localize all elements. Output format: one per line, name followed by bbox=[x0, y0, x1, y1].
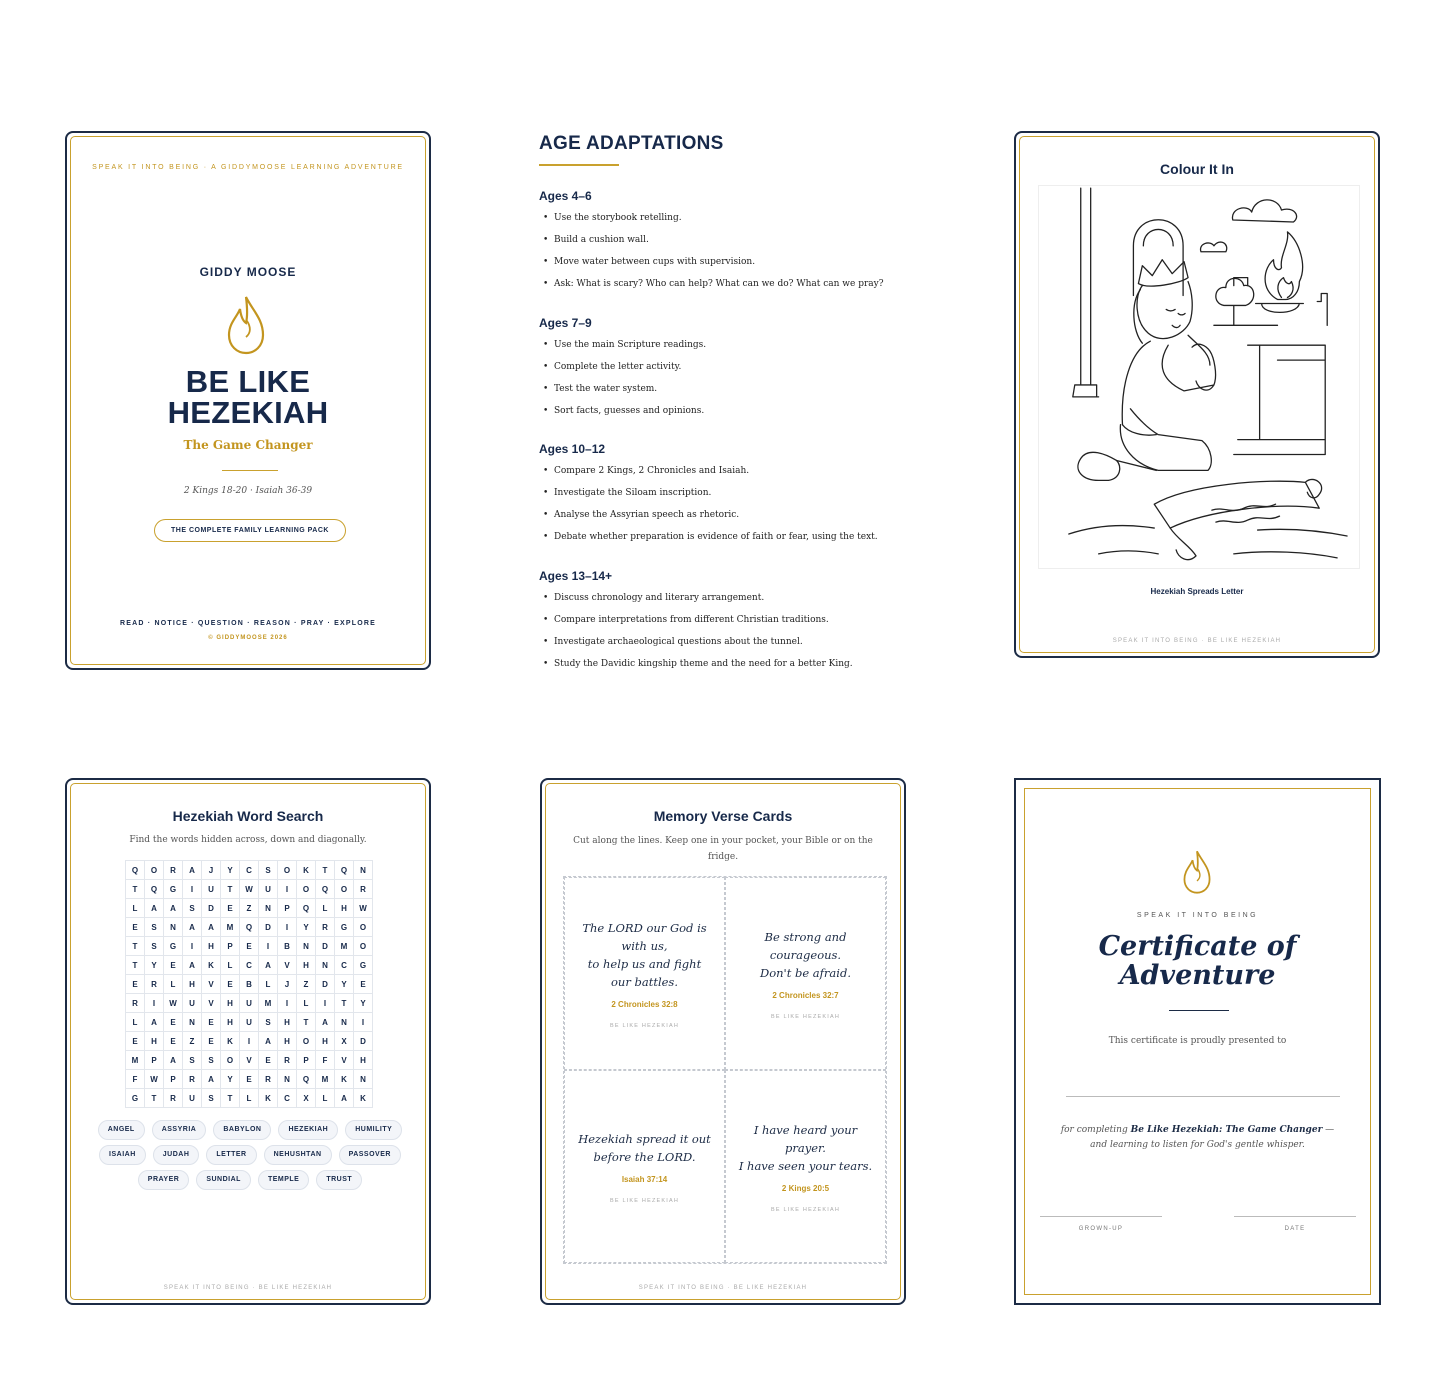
grid-letter: O bbox=[354, 918, 373, 937]
grid-letter: L bbox=[126, 899, 145, 918]
grid-letter: Y bbox=[354, 994, 373, 1013]
word-chip: JUDAH bbox=[153, 1145, 200, 1165]
list-item: • Debate whether preparation is evidence of faith or fear, using the text. bbox=[539, 530, 939, 552]
grid-letter: U bbox=[259, 880, 278, 899]
grid-letter: Q bbox=[126, 861, 145, 880]
grid-letter: W bbox=[354, 899, 373, 918]
certificate-title-line2: Adventure bbox=[1119, 960, 1276, 991]
age-group-title: Ages 10–12 bbox=[539, 442, 606, 456]
grid-letter: B bbox=[240, 975, 259, 994]
grid-letter: A bbox=[259, 1032, 278, 1051]
date-signature-line bbox=[1234, 1216, 1356, 1217]
grid-row bbox=[126, 861, 373, 880]
grid-letter: L bbox=[240, 1089, 259, 1108]
age-group bbox=[539, 569, 939, 679]
verse-card-tag: BE LIKE HEZEKIAH bbox=[609, 1022, 680, 1029]
list-item: • Analyse the Assyrian speech as rhetoric. bbox=[539, 508, 939, 530]
grid-letter: C bbox=[335, 956, 354, 975]
grid-letter: H bbox=[335, 899, 354, 918]
grid-letter: T bbox=[221, 880, 240, 899]
grid-letter: E bbox=[164, 1013, 183, 1032]
grid-letter: X bbox=[335, 1032, 354, 1051]
grid-letter: Y bbox=[221, 861, 240, 880]
grid-letter: R bbox=[145, 975, 164, 994]
word-chip: PASSOVER bbox=[339, 1145, 401, 1165]
word-chip: HUMILITY bbox=[345, 1120, 402, 1140]
grid-row bbox=[126, 956, 373, 975]
grid-letter: P bbox=[221, 937, 240, 956]
grid-letter: Y bbox=[297, 918, 316, 937]
flame-logo-icon bbox=[223, 293, 269, 357]
verse-card bbox=[725, 877, 886, 1070]
grid-letter: M bbox=[259, 994, 278, 1013]
word-search-title: Hezekiah Word Search bbox=[172, 808, 324, 824]
list-item: • Ask: What is scary? Who can help? What can we do? What can we pray? bbox=[539, 277, 939, 299]
grid-letter: W bbox=[240, 880, 259, 899]
grid-letter: A bbox=[259, 956, 278, 975]
grid-letter: S bbox=[183, 899, 202, 918]
age-group-title: Ages 7–9 bbox=[539, 316, 592, 330]
grid-letter: T bbox=[126, 880, 145, 899]
grid-letter: X bbox=[297, 1089, 316, 1108]
grid-row bbox=[126, 1013, 373, 1032]
grid-letter: Q bbox=[316, 880, 335, 899]
grid-letter: I bbox=[354, 1013, 373, 1032]
grid-letter: M bbox=[221, 918, 240, 937]
verse-text: The LORD our God is with us, to help us and fight our battles. bbox=[582, 920, 707, 989]
grid-letter: D bbox=[259, 918, 278, 937]
grid-letter: O bbox=[335, 880, 354, 899]
colouring-title: Colour It In bbox=[1160, 161, 1234, 177]
list-item: • Complete the letter activity. bbox=[539, 360, 939, 382]
grid-letter: H bbox=[354, 1051, 373, 1070]
grid-letter: T bbox=[221, 1089, 240, 1108]
grid-row bbox=[126, 918, 373, 937]
word-search-page bbox=[65, 778, 431, 1305]
grown-up-label: GROWN-UP bbox=[1078, 1226, 1124, 1232]
grid-letter: U bbox=[240, 994, 259, 1013]
cover-copyright: © GIDDYMOOSE 2026 bbox=[208, 635, 288, 641]
grid-letter: U bbox=[183, 1089, 202, 1108]
grid-letter: I bbox=[145, 994, 164, 1013]
grid-letter: T bbox=[126, 956, 145, 975]
verse-text: Hezekiah spread it out before the LORD. bbox=[578, 1131, 711, 1164]
grid-letter: I bbox=[183, 937, 202, 956]
grid-letter: I bbox=[278, 880, 297, 899]
grid-letter: L bbox=[221, 956, 240, 975]
cover-title-line1: BE LIKE bbox=[185, 364, 311, 399]
grid-letter: L bbox=[316, 899, 335, 918]
grid-letter: W bbox=[164, 994, 183, 1013]
grid-letter: S bbox=[202, 1051, 221, 1070]
grid-letter: I bbox=[240, 1032, 259, 1051]
grid-letter: E bbox=[164, 1032, 183, 1051]
grid-letter: A bbox=[164, 899, 183, 918]
grid-letter: H bbox=[202, 937, 221, 956]
grid-letter: H bbox=[221, 1013, 240, 1032]
grid-row bbox=[126, 1051, 373, 1070]
grid-letter: L bbox=[126, 1013, 145, 1032]
grid-letter: H bbox=[316, 1032, 335, 1051]
grid-row bbox=[126, 880, 373, 899]
list-item: • Study the Davidic kingship theme and the need for a better King. bbox=[539, 657, 939, 679]
grid-letter: S bbox=[259, 1013, 278, 1032]
grid-row bbox=[126, 975, 373, 994]
word-chip: PRAYER bbox=[138, 1170, 190, 1190]
age-group bbox=[539, 442, 939, 552]
grid-letter: R bbox=[354, 880, 373, 899]
grid-letter: P bbox=[164, 1070, 183, 1089]
grid-letter: U bbox=[202, 880, 221, 899]
grid-letter: K bbox=[202, 956, 221, 975]
grid-letter: O bbox=[354, 937, 373, 956]
grid-letter: N bbox=[297, 937, 316, 956]
word-chip: ASSYRIA bbox=[152, 1120, 207, 1140]
grid-letter: E bbox=[164, 956, 183, 975]
page-footer: SPEAK IT INTO BEING · BE LIKE HEZEKIAH bbox=[638, 1285, 808, 1291]
grid-row bbox=[126, 1070, 373, 1089]
grid-letter: J bbox=[278, 975, 297, 994]
page-footer: SPEAK IT INTO BEING · BE LIKE HEZEKIAH bbox=[1112, 638, 1282, 644]
cover-references: 2 Kings 18-20 · Isaiah 36-39 bbox=[183, 486, 313, 496]
grid-letter: P bbox=[297, 1051, 316, 1070]
word-chip: ANGEL bbox=[98, 1120, 145, 1140]
grid-letter: T bbox=[126, 937, 145, 956]
grid-letter: V bbox=[278, 956, 297, 975]
word-chip: SUNDIAL bbox=[196, 1170, 251, 1190]
grid-letter: M bbox=[335, 937, 354, 956]
verse-card bbox=[564, 1070, 725, 1263]
grid-letter: K bbox=[335, 1070, 354, 1089]
grid-letter: A bbox=[183, 861, 202, 880]
grid-letter: Y bbox=[335, 975, 354, 994]
grid-letter: R bbox=[164, 861, 183, 880]
grid-letter: V bbox=[240, 1051, 259, 1070]
grid-row bbox=[126, 994, 373, 1013]
grid-letter: Q bbox=[240, 918, 259, 937]
grid-letter: E bbox=[126, 1032, 145, 1051]
grid-letter: V bbox=[335, 1051, 354, 1070]
grid-letter: D bbox=[316, 975, 335, 994]
grid-letter: L bbox=[316, 1089, 335, 1108]
date-label: DATE bbox=[1284, 1226, 1306, 1232]
age-group bbox=[539, 316, 939, 426]
grid-letter: R bbox=[183, 1070, 202, 1089]
grid-letter: K bbox=[297, 861, 316, 880]
heading-underline bbox=[539, 164, 619, 166]
grid-letter: A bbox=[145, 1013, 164, 1032]
grid-letter: E bbox=[354, 975, 373, 994]
grid-letter: E bbox=[221, 899, 240, 918]
colouring-page bbox=[1014, 131, 1380, 658]
cover-subtitle: The Game Changer bbox=[183, 438, 313, 452]
grid-letter: N bbox=[164, 918, 183, 937]
grid-letter: Q bbox=[297, 1070, 316, 1089]
grid-letter: F bbox=[126, 1070, 145, 1089]
verse-text: I have heard your prayer. I have seen your tears. bbox=[738, 1122, 873, 1173]
grid-letter: E bbox=[202, 1013, 221, 1032]
grid-letter: L bbox=[259, 975, 278, 994]
grid-letter: M bbox=[126, 1051, 145, 1070]
grid-letter: U bbox=[240, 1013, 259, 1032]
grid-letter: A bbox=[202, 1070, 221, 1089]
grid-letter: Y bbox=[221, 1070, 240, 1089]
verse-reference: 2 Chronicles 32:7 bbox=[772, 990, 839, 1000]
grid-letter: Z bbox=[297, 975, 316, 994]
completion-title: Be Like Hezekiah: The Game Changer bbox=[1130, 1125, 1323, 1135]
grid-letter: A bbox=[164, 1051, 183, 1070]
certificate-kicker: SPEAK IT INTO BEING bbox=[1136, 912, 1259, 919]
list-item: • Compare interpretations from different Christian traditions. bbox=[539, 613, 939, 635]
grid-letter: O bbox=[297, 880, 316, 899]
grid-letter: Q bbox=[145, 880, 164, 899]
grid-letter: E bbox=[259, 1051, 278, 1070]
grid-letter: H bbox=[183, 975, 202, 994]
cover-title-line2: HEZEKIAH bbox=[167, 395, 329, 430]
list-item: • Investigate archaeological questions about the tunnel. bbox=[539, 635, 939, 657]
certificate-divider bbox=[1169, 1010, 1229, 1011]
grid-letter: I bbox=[278, 994, 297, 1013]
grid-letter: C bbox=[278, 1089, 297, 1108]
grid-row bbox=[126, 899, 373, 918]
verse-reference: 2 Kings 20:5 bbox=[781, 1183, 830, 1193]
word-chip: TRUST bbox=[316, 1170, 362, 1190]
grid-letter: Y bbox=[145, 956, 164, 975]
age-adaptations-heading: AGE ADAPTATIONS bbox=[539, 133, 724, 154]
grid-letter: S bbox=[259, 861, 278, 880]
verse-text: Be strong and courageous. Don't be afraid. bbox=[760, 929, 851, 980]
grid-letter: A bbox=[202, 918, 221, 937]
grid-letter: E bbox=[221, 975, 240, 994]
word-chip: LETTER bbox=[206, 1145, 256, 1165]
age-adaptations-page bbox=[539, 133, 939, 678]
grid-letter: M bbox=[316, 1070, 335, 1089]
verse-card bbox=[564, 877, 725, 1070]
grid-letter: T bbox=[297, 1013, 316, 1032]
grid-letter: G bbox=[354, 956, 373, 975]
grid-letter: A bbox=[145, 899, 164, 918]
list-item: • Test the water system. bbox=[539, 382, 939, 404]
certificate-completion-text bbox=[1036, 1123, 1359, 1153]
grid-letter: H bbox=[221, 994, 240, 1013]
grid-letter: N bbox=[278, 1070, 297, 1089]
grid-letter: R bbox=[126, 994, 145, 1013]
grid-letter: H bbox=[145, 1032, 164, 1051]
grid-letter: K bbox=[259, 1089, 278, 1108]
grid-letter: A bbox=[183, 918, 202, 937]
verse-reference: 2 Chronicles 32:8 bbox=[611, 999, 678, 1009]
grid-letter: I bbox=[278, 918, 297, 937]
grid-letter: T bbox=[145, 1089, 164, 1108]
grid-letter: G bbox=[335, 918, 354, 937]
age-group-title: Ages 13–14+ bbox=[539, 569, 613, 583]
verse-card-tag: BE LIKE HEZEKIAH bbox=[770, 1013, 841, 1020]
grid-letter: G bbox=[126, 1089, 145, 1108]
grid-letter: Q bbox=[335, 861, 354, 880]
grid-letter: I bbox=[259, 937, 278, 956]
certificate-page bbox=[1014, 778, 1381, 1305]
grid-letter: N bbox=[354, 1070, 373, 1089]
grid-letter: H bbox=[297, 956, 316, 975]
grid-letter: R bbox=[278, 1051, 297, 1070]
grid-letter: S bbox=[145, 937, 164, 956]
grid-letter: E bbox=[126, 918, 145, 937]
grid-letter: O bbox=[145, 861, 164, 880]
list-item: • Build a cushion wall. bbox=[539, 233, 939, 255]
grid-letter: D bbox=[316, 937, 335, 956]
verse-card bbox=[725, 1070, 886, 1263]
completion-suffix: — bbox=[1322, 1125, 1335, 1135]
grid-letter: A bbox=[335, 1089, 354, 1108]
grid-letter: S bbox=[183, 1051, 202, 1070]
grid-letter: G bbox=[164, 937, 183, 956]
age-group bbox=[539, 189, 939, 299]
grid-letter: N bbox=[259, 899, 278, 918]
grid-letter: C bbox=[240, 956, 259, 975]
grid-letter: E bbox=[126, 975, 145, 994]
list-item: • Sort facts, guesses and opinions. bbox=[539, 404, 939, 426]
grid-letter: F bbox=[316, 1051, 335, 1070]
grid-letter: T bbox=[316, 861, 335, 880]
certificate-title bbox=[1016, 932, 1379, 990]
grid-letter: S bbox=[145, 918, 164, 937]
grid-letter: T bbox=[335, 994, 354, 1013]
verse-reference: Isaiah 37:14 bbox=[621, 1174, 668, 1184]
grid-letter: N bbox=[316, 956, 335, 975]
grid-letter: G bbox=[164, 880, 183, 899]
cover-pack-badge: THE COMPLETE FAMILY LEARNING PACK bbox=[154, 519, 346, 542]
grid-letter: A bbox=[183, 956, 202, 975]
memory-verse-page bbox=[540, 778, 906, 1305]
certificate-title-line1: Certificate of bbox=[1098, 931, 1297, 962]
grid-letter: W bbox=[145, 1070, 164, 1089]
page-footer: SPEAK IT INTO BEING · BE LIKE HEZEKIAH bbox=[163, 1285, 333, 1291]
grid-letter: O bbox=[221, 1051, 240, 1070]
verse-card-tag: BE LIKE HEZEKIAH bbox=[770, 1206, 841, 1213]
grid-row bbox=[126, 937, 373, 956]
grid-letter: R bbox=[316, 918, 335, 937]
flame-logo-icon bbox=[1180, 848, 1214, 896]
grid-letter: R bbox=[259, 1070, 278, 1089]
list-item: • Compare 2 Kings, 2 Chronicles and Isaiah. bbox=[539, 464, 939, 486]
cover-divider bbox=[222, 470, 278, 471]
completion-line2: and learning to listen for God's gentle whisper. bbox=[1090, 1140, 1305, 1150]
word-chip: HEZEKIAH bbox=[278, 1120, 338, 1140]
grid-letter: D bbox=[354, 1032, 373, 1051]
praying-king-illustration bbox=[1038, 185, 1360, 569]
cover-title bbox=[67, 366, 429, 428]
list-item: • Move water between cups with supervision. bbox=[539, 255, 939, 277]
cover-motto: READ · NOTICE · QUESTION · REASON · PRAY · EXPLORE bbox=[119, 620, 377, 627]
grid-letter: H bbox=[278, 1013, 297, 1032]
age-group-title: Ages 4–6 bbox=[539, 189, 592, 203]
grid-letter: U bbox=[183, 994, 202, 1013]
grid-letter: A bbox=[316, 1013, 335, 1032]
memory-title: Memory Verse Cards bbox=[653, 808, 793, 824]
word-chip: TEMPLE bbox=[258, 1170, 309, 1190]
verse-card-grid bbox=[563, 876, 887, 1264]
grid-letter: V bbox=[202, 994, 221, 1013]
word-chip: NEHUSHTAN bbox=[264, 1145, 332, 1165]
grid-letter: R bbox=[164, 1089, 183, 1108]
cover-top-tag: SPEAK IT INTO BEING · A GIDDYMOOSE LEARNING ADVENTURE bbox=[92, 164, 404, 171]
grid-letter: H bbox=[278, 1032, 297, 1051]
grid-letter: L bbox=[164, 975, 183, 994]
grid-letter: E bbox=[202, 1032, 221, 1051]
grid-letter: O bbox=[297, 1032, 316, 1051]
list-item: • Use the main Scripture readings. bbox=[539, 338, 939, 360]
grid-letter: E bbox=[240, 1070, 259, 1089]
grid-letter: D bbox=[202, 899, 221, 918]
grid-row bbox=[126, 1032, 373, 1051]
letter-grid bbox=[125, 860, 373, 1108]
word-list bbox=[93, 1120, 407, 1190]
cover-page bbox=[65, 131, 431, 670]
grid-letter: E bbox=[240, 937, 259, 956]
cover-brand: GIDDY MOOSE bbox=[199, 265, 297, 279]
grid-letter: K bbox=[354, 1089, 373, 1108]
word-chip: BABYLON bbox=[213, 1120, 271, 1140]
recipient-name-line bbox=[1066, 1096, 1340, 1097]
grid-letter: S bbox=[202, 1089, 221, 1108]
list-item: • Use the storybook retelling. bbox=[539, 211, 939, 233]
grid-letter: V bbox=[202, 975, 221, 994]
grid-letter: J bbox=[202, 861, 221, 880]
list-item: • Investigate the Siloam inscription. bbox=[539, 486, 939, 508]
grid-letter: O bbox=[278, 861, 297, 880]
grid-letter: I bbox=[316, 994, 335, 1013]
grid-letter: B bbox=[278, 937, 297, 956]
colouring-caption: Hezekiah Spreads Letter bbox=[1150, 587, 1244, 596]
list-item: • Discuss chronology and literary arrangement. bbox=[539, 591, 939, 613]
grid-letter: K bbox=[221, 1032, 240, 1051]
grid-letter: N bbox=[354, 861, 373, 880]
grid-letter: L bbox=[297, 994, 316, 1013]
word-chip: ISAIAH bbox=[99, 1145, 146, 1165]
grid-row bbox=[126, 1089, 373, 1108]
grid-letter: Z bbox=[240, 899, 259, 918]
certificate-presented-text: This certificate is proudly presented to bbox=[1108, 1036, 1287, 1046]
grid-letter: Z bbox=[183, 1032, 202, 1051]
completion-prefix: for completing bbox=[1060, 1125, 1131, 1135]
grown-up-signature-line bbox=[1040, 1216, 1162, 1217]
verse-card-tag: BE LIKE HEZEKIAH bbox=[609, 1197, 680, 1204]
grid-letter: I bbox=[183, 880, 202, 899]
grid-letter: P bbox=[145, 1051, 164, 1070]
grid-letter: C bbox=[240, 861, 259, 880]
memory-instructions: Cut along the lines. Keep one in your pocket, your Bible or on the fridge. bbox=[573, 836, 873, 862]
grid-letter: P bbox=[278, 899, 297, 918]
grid-letter: Q bbox=[297, 899, 316, 918]
word-search-instructions: Find the words hidden across, down and diagonally. bbox=[129, 835, 367, 845]
grid-letter: N bbox=[335, 1013, 354, 1032]
grid-letter: N bbox=[183, 1013, 202, 1032]
